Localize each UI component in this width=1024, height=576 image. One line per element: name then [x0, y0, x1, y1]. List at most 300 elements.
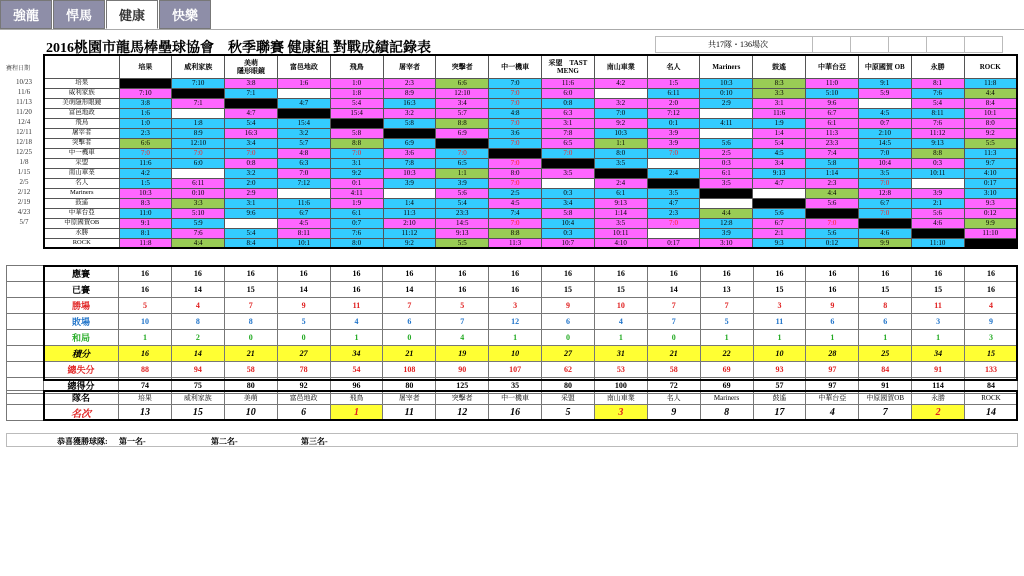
second-place[interactable]: 第二名- — [211, 437, 238, 446]
score-cell[interactable] — [647, 228, 700, 238]
score-cell[interactable]: 2:1 — [911, 198, 964, 208]
score-cell[interactable]: 4:5 — [489, 198, 542, 208]
score-cell[interactable]: 1:0 — [330, 78, 383, 88]
score-cell[interactable]: 3:6 — [383, 148, 436, 158]
score-cell[interactable]: 5:6 — [753, 208, 806, 218]
score-cell[interactable]: 7:0 — [594, 108, 647, 118]
score-cell[interactable] — [436, 138, 489, 148]
score-cell[interactable]: 11:6 — [119, 158, 172, 168]
score-cell[interactable] — [647, 158, 700, 168]
score-cell[interactable]: 3:4 — [225, 138, 278, 148]
score-cell[interactable] — [383, 128, 436, 138]
score-cell[interactable]: 4:11 — [700, 118, 753, 128]
score-cell[interactable]: 3:1 — [330, 158, 383, 168]
score-cell[interactable]: 7:0 — [489, 138, 542, 148]
score-cell[interactable] — [858, 218, 911, 228]
score-cell[interactable]: 6:1 — [594, 188, 647, 198]
score-cell[interactable]: 6:6 — [119, 138, 172, 148]
score-cell[interactable]: 7:8 — [383, 158, 436, 168]
score-cell[interactable]: 7:0 — [119, 148, 172, 158]
score-cell[interactable]: 7:0 — [489, 178, 542, 188]
score-cell[interactable]: 10:4 — [542, 218, 595, 228]
score-cell[interactable]: 1:9 — [330, 198, 383, 208]
score-cell[interactable]: 7:6 — [172, 228, 225, 238]
score-cell[interactable]: 1:5 — [119, 178, 172, 188]
score-cell[interactable]: 2:4 — [647, 168, 700, 178]
score-cell[interactable]: 7:0 — [647, 148, 700, 158]
score-cell[interactable]: 4:4 — [806, 188, 859, 198]
score-cell[interactable]: 7:12 — [277, 178, 330, 188]
score-cell[interactable] — [594, 88, 647, 98]
score-cell[interactable]: 6:3 — [277, 158, 330, 168]
score-cell[interactable]: 8:0 — [489, 168, 542, 178]
score-cell[interactable] — [806, 208, 859, 218]
score-cell[interactable]: 0:1 — [647, 118, 700, 128]
score-cell[interactable]: 0:1 — [330, 178, 383, 188]
score-cell[interactable]: 1:8 — [172, 118, 225, 128]
score-cell[interactable]: 7:4 — [806, 148, 859, 158]
score-cell[interactable]: 5:8 — [330, 128, 383, 138]
score-cell[interactable] — [700, 108, 753, 118]
score-cell[interactable] — [542, 158, 595, 168]
score-cell[interactable]: 5:6 — [806, 228, 859, 238]
score-cell[interactable]: 9:2 — [383, 238, 436, 248]
score-cell[interactable]: 2:3 — [119, 128, 172, 138]
score-cell[interactable]: 8:1 — [119, 228, 172, 238]
score-cell[interactable]: 0:17 — [964, 178, 1017, 188]
score-cell[interactable] — [700, 128, 753, 138]
score-cell[interactable] — [542, 178, 595, 188]
score-cell[interactable]: 3:3 — [172, 198, 225, 208]
score-cell[interactable]: 2:10 — [858, 128, 911, 138]
score-cell[interactable]: 11:8 — [119, 238, 172, 248]
score-cell[interactable]: 3:10 — [964, 188, 1017, 198]
score-cell[interactable]: 14:5 — [858, 138, 911, 148]
score-cell[interactable]: 3:2 — [277, 128, 330, 138]
score-cell[interactable]: 23:3 — [436, 208, 489, 218]
score-cell[interactable]: 9:9 — [964, 218, 1017, 228]
score-cell[interactable] — [172, 168, 225, 178]
score-cell[interactable]: 3:9 — [436, 178, 489, 188]
score-cell[interactable]: 5:6 — [911, 208, 964, 218]
score-cell[interactable]: 4:10 — [964, 168, 1017, 178]
score-cell[interactable]: 3:5 — [594, 158, 647, 168]
score-cell[interactable]: 4:8 — [489, 108, 542, 118]
score-cell[interactable]: 3:9 — [700, 228, 753, 238]
score-cell[interactable] — [911, 178, 964, 188]
blank-cell[interactable] — [965, 36, 1003, 53]
score-cell[interactable]: 7:0 — [489, 118, 542, 128]
score-cell[interactable]: 6:3 — [542, 108, 595, 118]
score-cell[interactable]: 7:0 — [858, 208, 911, 218]
score-cell[interactable] — [753, 188, 806, 198]
score-cell[interactable] — [172, 108, 225, 118]
score-cell[interactable]: 3:2 — [594, 98, 647, 108]
score-cell[interactable]: 8:0 — [964, 118, 1017, 128]
score-cell[interactable]: 8:11 — [911, 108, 964, 118]
score-cell[interactable]: 4:5 — [277, 218, 330, 228]
score-cell[interactable]: 8:8 — [330, 138, 383, 148]
score-cell[interactable]: 6:0 — [172, 158, 225, 168]
score-cell[interactable]: 1:14 — [594, 208, 647, 218]
score-cell[interactable]: 6:1 — [806, 118, 859, 128]
score-cell[interactable]: 9:2 — [594, 118, 647, 128]
score-cell[interactable]: 11:10 — [911, 238, 964, 248]
score-cell[interactable]: 5:9 — [172, 218, 225, 228]
score-cell[interactable]: 14:5 — [436, 218, 489, 228]
score-cell[interactable]: 5:5 — [436, 238, 489, 248]
score-cell[interactable]: 7:1 — [225, 88, 278, 98]
score-cell[interactable]: 6:0 — [542, 88, 595, 98]
score-cell[interactable]: 5:10 — [172, 208, 225, 218]
score-cell[interactable]: 3:3 — [753, 88, 806, 98]
score-cell[interactable] — [964, 238, 1017, 248]
score-cell[interactable]: 5:4 — [911, 98, 964, 108]
score-cell[interactable]: 7:0 — [858, 178, 911, 188]
score-cell[interactable]: 4:4 — [964, 88, 1017, 98]
score-cell[interactable]: 1:0 — [119, 118, 172, 128]
score-cell[interactable]: 15:4 — [330, 108, 383, 118]
score-cell[interactable]: 11:0 — [806, 78, 859, 88]
score-cell[interactable]: 3:1 — [753, 98, 806, 108]
score-cell[interactable]: 7:6 — [911, 88, 964, 98]
score-cell[interactable]: 10:3 — [594, 128, 647, 138]
score-cell[interactable]: 4:4 — [172, 238, 225, 248]
score-cell[interactable]: 5:4 — [225, 118, 278, 128]
score-cell[interactable]: 5:9 — [858, 88, 911, 98]
score-cell[interactable]: 9:3 — [753, 238, 806, 248]
score-cell[interactable]: 7:0 — [489, 158, 542, 168]
score-cell[interactable]: 11:10 — [964, 228, 1017, 238]
score-cell[interactable]: 5:4 — [330, 98, 383, 108]
score-cell[interactable]: 3:4 — [542, 198, 595, 208]
score-cell[interactable]: 8:0 — [594, 148, 647, 158]
score-cell[interactable]: 5:4 — [436, 198, 489, 208]
score-cell[interactable]: 8:8 — [911, 148, 964, 158]
score-cell[interactable]: 11:12 — [383, 228, 436, 238]
score-cell[interactable]: 9:13 — [753, 168, 806, 178]
score-cell[interactable]: 0:3 — [542, 228, 595, 238]
score-cell[interactable] — [489, 148, 542, 158]
score-cell[interactable]: 11:6 — [277, 198, 330, 208]
score-cell[interactable]: 10:3 — [383, 168, 436, 178]
score-cell[interactable]: 4:2 — [594, 78, 647, 88]
congrats-row[interactable] — [6, 433, 1018, 447]
score-cell[interactable]: 3:9 — [383, 178, 436, 188]
score-cell[interactable]: 0:7 — [330, 218, 383, 228]
score-cell[interactable]: 2:3 — [806, 178, 859, 188]
score-cell[interactable]: 8:4 — [225, 238, 278, 248]
score-cell[interactable]: 4:7 — [647, 198, 700, 208]
score-cell[interactable]: 12:8 — [700, 218, 753, 228]
score-cell[interactable]: 8:4 — [964, 98, 1017, 108]
score-cell[interactable]: 4:5 — [858, 108, 911, 118]
score-cell[interactable]: 1:4 — [383, 198, 436, 208]
score-cell[interactable]: 10:11 — [911, 168, 964, 178]
score-cell[interactable]: 9:6 — [225, 208, 278, 218]
score-cell[interactable]: 7:0 — [277, 168, 330, 178]
score-cell[interactable]: 10:7 — [542, 238, 595, 248]
score-cell[interactable]: 11:3 — [489, 238, 542, 248]
score-cell[interactable]: 6:7 — [277, 208, 330, 218]
score-cell[interactable]: 9:1 — [119, 218, 172, 228]
score-cell[interactable]: 3:4 — [753, 158, 806, 168]
third-place[interactable]: 第三名- — [301, 437, 328, 446]
score-cell[interactable] — [858, 98, 911, 108]
score-cell[interactable]: 4:7 — [225, 108, 278, 118]
score-cell[interactable]: 4:7 — [277, 98, 330, 108]
score-cell[interactable]: 7:0 — [172, 148, 225, 158]
score-cell[interactable]: 4:2 — [119, 168, 172, 178]
score-cell[interactable]: 3:8 — [225, 78, 278, 88]
score-cell[interactable]: 3:9 — [911, 188, 964, 198]
score-cell[interactable]: 0:3 — [911, 158, 964, 168]
score-cell[interactable]: 11:3 — [806, 128, 859, 138]
score-cell[interactable]: 1:9 — [753, 118, 806, 128]
score-cell[interactable]: 3:2 — [383, 108, 436, 118]
score-cell[interactable] — [225, 98, 278, 108]
score-cell[interactable]: 7:4 — [489, 208, 542, 218]
score-cell[interactable]: 5:6 — [806, 198, 859, 208]
tab-1[interactable]: 悍馬 — [53, 0, 105, 29]
score-cell[interactable]: 1:5 — [647, 78, 700, 88]
score-cell[interactable]: 3:2 — [225, 168, 278, 178]
score-cell[interactable]: 3:6 — [489, 128, 542, 138]
score-cell[interactable]: 11:0 — [119, 208, 172, 218]
score-cell[interactable]: 7:6 — [911, 118, 964, 128]
score-cell[interactable]: 1:14 — [806, 168, 859, 178]
score-cell[interactable]: 11:3 — [964, 148, 1017, 158]
score-cell[interactable] — [277, 108, 330, 118]
score-cell[interactable]: 5:8 — [383, 118, 436, 128]
score-cell[interactable]: 3:9 — [647, 128, 700, 138]
score-cell[interactable]: 7:0 — [542, 148, 595, 158]
score-cell[interactable]: 16:3 — [225, 128, 278, 138]
score-cell[interactable] — [119, 78, 172, 88]
score-cell[interactable]: 0:8 — [542, 98, 595, 108]
score-cell[interactable]: 12:10 — [436, 88, 489, 98]
score-cell[interactable]: 4:11 — [330, 188, 383, 198]
score-cell[interactable]: 2:10 — [383, 218, 436, 228]
score-cell[interactable]: 8:0 — [330, 238, 383, 248]
score-cell[interactable]: 7:0 — [489, 98, 542, 108]
score-cell[interactable]: 9:3 — [964, 198, 1017, 208]
score-cell[interactable]: 3:4 — [436, 98, 489, 108]
score-cell[interactable]: 4:4 — [700, 208, 753, 218]
score-cell[interactable]: 4:6 — [911, 218, 964, 228]
score-cell[interactable]: 0:7 — [858, 118, 911, 128]
score-cell[interactable]: 16:3 — [383, 98, 436, 108]
score-cell[interactable] — [225, 218, 278, 228]
blank-cell[interactable] — [851, 36, 889, 53]
score-cell[interactable] — [647, 178, 700, 188]
score-cell[interactable]: 10:4 — [858, 158, 911, 168]
score-cell[interactable]: 9:2 — [330, 168, 383, 178]
score-cell[interactable] — [383, 188, 436, 198]
score-cell[interactable]: 6:7 — [753, 218, 806, 228]
score-cell[interactable]: 1:4 — [753, 128, 806, 138]
score-cell[interactable]: 4:7 — [753, 178, 806, 188]
score-cell[interactable]: 3:1 — [542, 118, 595, 128]
score-cell[interactable]: 7:0 — [489, 78, 542, 88]
score-cell[interactable]: 7:8 — [542, 128, 595, 138]
score-cell[interactable]: 10:1 — [277, 238, 330, 248]
score-cell[interactable]: 7:0 — [647, 218, 700, 228]
score-cell[interactable] — [753, 198, 806, 208]
score-cell[interactable]: 3:5 — [858, 168, 911, 178]
score-cell[interactable]: 6:7 — [858, 198, 911, 208]
score-cell[interactable]: 5:8 — [806, 158, 859, 168]
score-cell[interactable]: 2:5 — [700, 148, 753, 158]
score-cell[interactable]: 11:6 — [542, 78, 595, 88]
score-cell[interactable]: 1:6 — [277, 78, 330, 88]
score-cell[interactable]: 9:7 — [964, 158, 1017, 168]
score-cell[interactable]: 3:8 — [119, 98, 172, 108]
score-cell[interactable]: 0:3 — [700, 158, 753, 168]
score-cell[interactable]: 7:12 — [647, 108, 700, 118]
score-cell[interactable]: 4:8 — [277, 148, 330, 158]
score-cell[interactable]: 11:12 — [911, 128, 964, 138]
score-cell[interactable] — [700, 188, 753, 198]
score-cell[interactable]: 10:1 — [964, 108, 1017, 118]
score-cell[interactable] — [700, 198, 753, 208]
score-cell[interactable] — [277, 188, 330, 198]
tab-2[interactable]: 健康 — [106, 0, 158, 29]
score-cell[interactable]: 3:5 — [594, 218, 647, 228]
score-cell[interactable]: 7:10 — [119, 88, 172, 98]
score-cell[interactable]: 8:1 — [911, 78, 964, 88]
score-cell[interactable]: 6:1 — [330, 208, 383, 218]
blank-cell[interactable] — [927, 36, 965, 53]
tab-0[interactable]: 強龍 — [0, 0, 52, 29]
score-cell[interactable] — [594, 168, 647, 178]
score-cell[interactable]: 6:11 — [647, 88, 700, 98]
score-cell[interactable]: 7:0 — [489, 218, 542, 228]
score-cell[interactable]: 10:3 — [119, 188, 172, 198]
score-cell[interactable]: 0:12 — [806, 238, 859, 248]
score-cell[interactable]: 15:4 — [277, 118, 330, 128]
score-cell[interactable] — [172, 88, 225, 98]
score-cell[interactable]: 10:3 — [700, 78, 753, 88]
score-cell[interactable]: 7:6 — [330, 228, 383, 238]
score-cell[interactable]: 7:10 — [172, 78, 225, 88]
score-cell[interactable]: 7:0 — [330, 148, 383, 158]
score-cell[interactable]: 1:6 — [119, 108, 172, 118]
score-cell[interactable]: 3:5 — [542, 168, 595, 178]
score-cell[interactable]: 2:9 — [225, 188, 278, 198]
score-cell[interactable]: 2:9 — [700, 98, 753, 108]
score-cell[interactable]: 5:10 — [806, 88, 859, 98]
score-cell[interactable]: 7:0 — [436, 148, 489, 158]
score-cell[interactable]: 2:4 — [594, 178, 647, 188]
score-cell[interactable]: 7:0 — [806, 218, 859, 228]
score-cell[interactable]: 1:1 — [594, 138, 647, 148]
score-cell[interactable]: 8:9 — [172, 128, 225, 138]
score-cell[interactable]: 0:17 — [647, 238, 700, 248]
score-cell[interactable]: 9:13 — [911, 138, 964, 148]
score-cell[interactable]: 2:0 — [225, 178, 278, 188]
score-cell[interactable]: 5:4 — [225, 228, 278, 238]
first-place[interactable]: 第一名- — [119, 437, 146, 446]
score-cell[interactable]: 2:3 — [647, 208, 700, 218]
score-cell[interactable]: 9:1 — [858, 78, 911, 88]
score-cell[interactable] — [911, 228, 964, 238]
score-cell[interactable] — [277, 88, 330, 98]
score-cell[interactable]: 6:1 — [700, 168, 753, 178]
score-cell[interactable]: 0:10 — [700, 88, 753, 98]
score-cell[interactable]: 5:6 — [436, 188, 489, 198]
score-cell[interactable]: 9:6 — [806, 98, 859, 108]
score-cell[interactable]: 0:8 — [225, 158, 278, 168]
score-cell[interactable]: 0:10 — [172, 188, 225, 198]
score-cell[interactable]: 9:13 — [594, 198, 647, 208]
score-cell[interactable]: 8:11 — [277, 228, 330, 238]
score-cell[interactable]: 9:2 — [964, 128, 1017, 138]
score-cell[interactable]: 23:3 — [806, 138, 859, 148]
score-cell[interactable]: 3:9 — [647, 138, 700, 148]
score-cell[interactable]: 8:8 — [436, 118, 489, 128]
score-cell[interactable]: 2:1 — [753, 228, 806, 238]
score-cell[interactable]: 12:10 — [172, 138, 225, 148]
score-cell[interactable]: 6:6 — [436, 78, 489, 88]
score-cell[interactable]: 9:13 — [436, 228, 489, 238]
score-cell[interactable]: 5:6 — [700, 138, 753, 148]
score-cell[interactable]: 8:3 — [119, 198, 172, 208]
score-cell[interactable]: 5:4 — [753, 138, 806, 148]
score-cell[interactable]: 0:3 — [542, 188, 595, 198]
score-cell[interactable]: 5:7 — [436, 108, 489, 118]
score-cell[interactable]: 4:5 — [753, 148, 806, 158]
score-cell[interactable]: 1:1 — [436, 168, 489, 178]
score-cell[interactable]: 10:11 — [594, 228, 647, 238]
score-cell[interactable]: 11:8 — [964, 78, 1017, 88]
score-cell[interactable]: 2:3 — [383, 78, 436, 88]
score-cell[interactable]: 1:8 — [330, 88, 383, 98]
score-cell[interactable]: 7:0 — [489, 88, 542, 98]
score-cell[interactable]: 3:5 — [700, 178, 753, 188]
score-cell[interactable]: 12:8 — [858, 188, 911, 198]
score-cell[interactable] — [330, 118, 383, 128]
score-cell[interactable]: 8:3 — [753, 78, 806, 88]
score-cell[interactable]: 5:7 — [277, 138, 330, 148]
blank-cell[interactable] — [889, 36, 927, 53]
score-cell[interactable]: 4:10 — [594, 238, 647, 248]
score-cell[interactable]: 0:12 — [964, 208, 1017, 218]
score-cell[interactable]: 11:6 — [753, 108, 806, 118]
score-cell[interactable]: 6:5 — [436, 158, 489, 168]
score-cell[interactable]: 3:1 — [225, 198, 278, 208]
score-cell[interactable]: 5:8 — [542, 208, 595, 218]
score-cell[interactable]: 7:0 — [858, 148, 911, 158]
score-cell[interactable]: 2:5 — [489, 188, 542, 198]
score-cell[interactable]: 6:7 — [806, 108, 859, 118]
score-cell[interactable]: 8:9 — [383, 88, 436, 98]
score-cell[interactable]: 11:3 — [383, 208, 436, 218]
score-cell[interactable]: 4:6 — [858, 228, 911, 238]
score-cell[interactable]: 5:5 — [964, 138, 1017, 148]
score-cell[interactable]: 2:0 — [647, 98, 700, 108]
blank-cell[interactable] — [813, 36, 851, 53]
tab-3[interactable]: 快樂 — [159, 0, 211, 29]
score-cell[interactable]: 6:11 — [172, 178, 225, 188]
score-cell[interactable]: 3:5 — [647, 188, 700, 198]
score-cell[interactable]: 6:9 — [383, 138, 436, 148]
score-cell[interactable]: 7:1 — [172, 98, 225, 108]
score-cell[interactable]: 6:5 — [542, 138, 595, 148]
score-cell[interactable]: 8:8 — [489, 228, 542, 238]
score-cell[interactable]: 9:9 — [858, 238, 911, 248]
score-cell[interactable]: 7:0 — [225, 148, 278, 158]
